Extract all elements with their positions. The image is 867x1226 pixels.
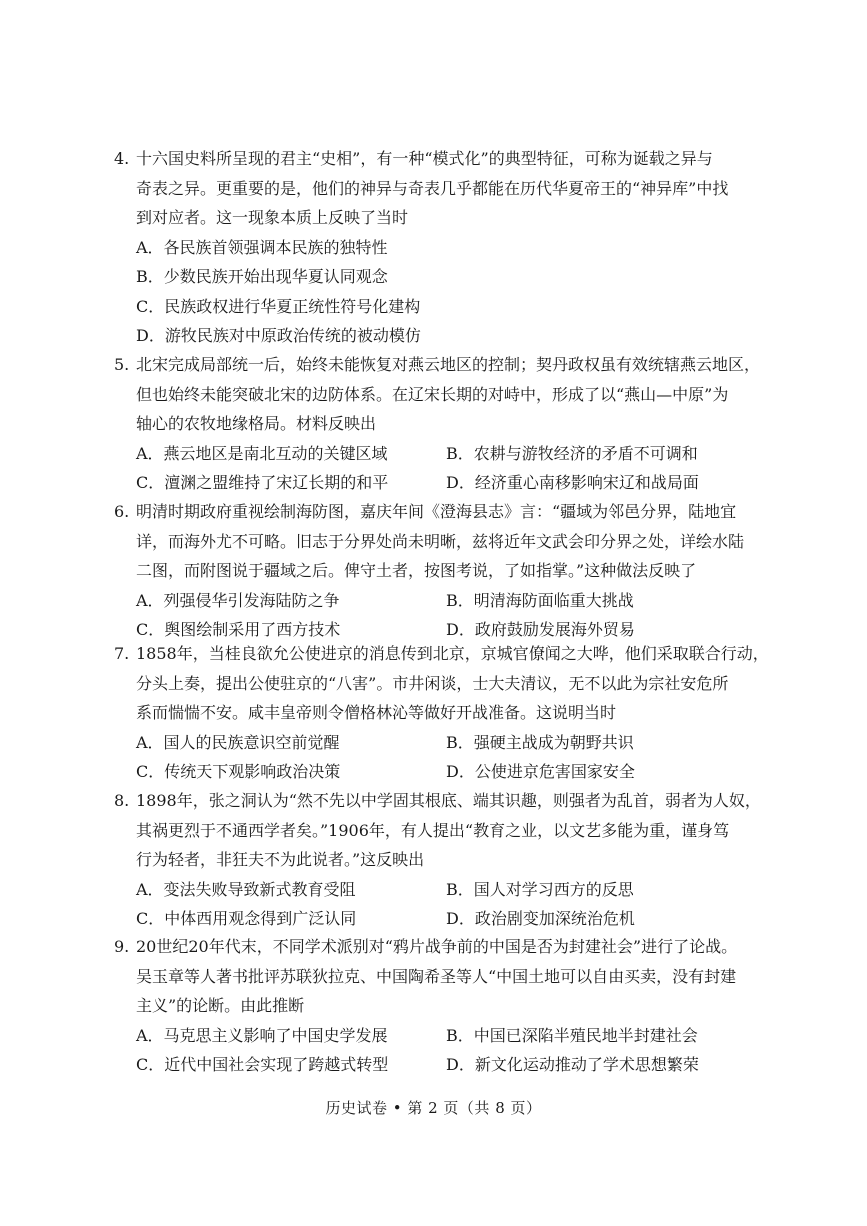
option-c: C．中体西用观念得到广泛认同 bbox=[136, 909, 357, 928]
option-b: B．少数民族开始出现华夏认同观念 bbox=[136, 267, 388, 286]
option-a: A．燕云地区是南北互动的关键区域 bbox=[136, 443, 388, 463]
stem-line: 但也始终未能突破北宋的边防体系。在辽宋长期的对峙中，形成了以“燕山—中原”为 bbox=[136, 384, 729, 404]
option-c: C．近代中国社会实现了跨越式转型 bbox=[136, 1055, 389, 1074]
question-stem bbox=[0, 144, 867, 233]
question-stem bbox=[0, 639, 867, 728]
option-c: C．传统天下观影响政治决策 bbox=[136, 762, 341, 781]
stem-line: 北宋完成局部统一后，始终未能恢复对燕云地区的控制；契丹政权虽有效统辖燕云地区， bbox=[136, 355, 761, 374]
option-a: A．变法失败导致新式教育受阻 bbox=[136, 879, 356, 899]
question-number: 7. bbox=[114, 644, 130, 663]
option-a: A．各民族首领强调本民族的独特性 bbox=[136, 237, 388, 257]
stem-line: 1858年，当桂良欲允公使进京的消息传到北京，京城官僚闻之大哗，他们采取联合行动， bbox=[136, 644, 769, 663]
option-d: D．经济重心南移影响宋辽和战局面 bbox=[446, 473, 699, 492]
option-c: C．澶渊之盟维持了宋辽长期的和平 bbox=[136, 473, 389, 492]
stem-line: 轴心的农牧地缘格局。材料反映出 bbox=[136, 414, 377, 433]
stem-line: 其祸更烈于不通西学者矣。”1906年，有人提出“教育之业，以文艺多能为重，谨身笃 bbox=[136, 820, 730, 840]
option-d: D．政治剧变加深统治危机 bbox=[446, 909, 635, 928]
option-b: B．农耕与游牧经济的矛盾不可调和 bbox=[446, 443, 698, 463]
question-7 bbox=[0, 639, 867, 787]
option-d: D．政府鼓励发展海外贸易 bbox=[446, 620, 635, 639]
question-number: 9. bbox=[114, 937, 130, 956]
stem-line: 明清时期政府重视绘制海防图，嘉庆年间《澄海县志》言：“疆域为邻邑分界，陆地宜 bbox=[136, 502, 737, 521]
stem-line: 分头上奏，提出公使驻京的“八害”。市井闲谈，士大夫清议，无不以此为宗社安危所 bbox=[136, 673, 729, 693]
stem-line: 二图，而附图说于疆域之后。俾守土者，按图考说，了如指掌。”这种做法反映了 bbox=[136, 561, 697, 580]
option-b: B．明清海防面临重大挑战 bbox=[446, 590, 634, 610]
option-d: D．公使进京危害国家安全 bbox=[446, 762, 635, 781]
question-number: 8. bbox=[114, 791, 130, 810]
stem-line: 1898年，张之洞认为“然不先以中学固其根底、端其识趣，则强者为乱首，弱者为人奴， bbox=[136, 791, 761, 810]
stem-line: 行为轻者，非狂夫不为此说者。”这反映出 bbox=[136, 850, 425, 869]
option-a: A．国人的民族意识空前觉醒 bbox=[136, 732, 340, 752]
question-6 bbox=[0, 497, 867, 645]
question-8 bbox=[0, 786, 867, 934]
question-stem bbox=[0, 497, 867, 586]
question-4 bbox=[0, 144, 867, 351]
stem-line: 系而惴惴不安。咸丰皇帝则令僧格林沁等做好开战准备。这说明当时 bbox=[136, 703, 617, 722]
stem-line: 详，而海外尤不可略。旧志于分界处尚未明晰，兹将近年文武会印分界之处，详绘水陆 bbox=[136, 531, 745, 551]
question-number: 5. bbox=[114, 355, 130, 374]
stem-line: 到对应者。这一现象本质上反映了当时 bbox=[136, 208, 409, 227]
question-stem bbox=[0, 350, 867, 439]
stem-line: 吴玉章等人著书批评苏联狄拉克、中国陶希圣等人“中国土地可以自由买卖，没有封建 bbox=[136, 966, 737, 986]
stem-line: 十六国史料所呈现的君主“史相”，有一种“模式化”的典型特征，可称为诞载之异与 bbox=[136, 149, 713, 168]
stem-line: 主义”的论断。由此推断 bbox=[136, 996, 305, 1015]
option-c: C．民族政权进行华夏正统性符号化建构 bbox=[136, 296, 421, 316]
question-number: 6. bbox=[114, 502, 130, 521]
option-b: B．国人对学习西方的反思 bbox=[446, 879, 634, 899]
option-b: B．强硬主战成为朝野共识 bbox=[446, 732, 634, 752]
option-d: D．新文化运动推动了学术思想繁荣 bbox=[446, 1055, 699, 1074]
option-b: B．中国已深陷半殖民地半封建社会 bbox=[446, 1025, 698, 1045]
option-a: A．马克思主义影响了中国史学发展 bbox=[136, 1025, 388, 1045]
page-footer: 历史试卷 • 第 2 页（共 8 页） bbox=[325, 1099, 542, 1117]
stem-line: 奇表之异。更重要的是，他们的神异与奇表几乎都能在历代华夏帝王的“神异库”中找 bbox=[136, 178, 729, 198]
question-number: 4. bbox=[114, 149, 130, 168]
option-d: D．游牧民族对中原政治传统的被动模仿 bbox=[136, 326, 421, 345]
option-c: C．舆图绘制采用了西方技术 bbox=[136, 620, 341, 639]
question-5 bbox=[0, 350, 867, 498]
question-9 bbox=[0, 932, 867, 1080]
question-stem bbox=[0, 786, 867, 875]
stem-line: 20世纪20年代末，不同学术派别对“鸦片战争前的中国是否为封建社会”进行了论战。 bbox=[136, 937, 738, 956]
question-stem bbox=[0, 932, 867, 1021]
option-a: A．列强侵华引发海陆防之争 bbox=[136, 590, 340, 610]
